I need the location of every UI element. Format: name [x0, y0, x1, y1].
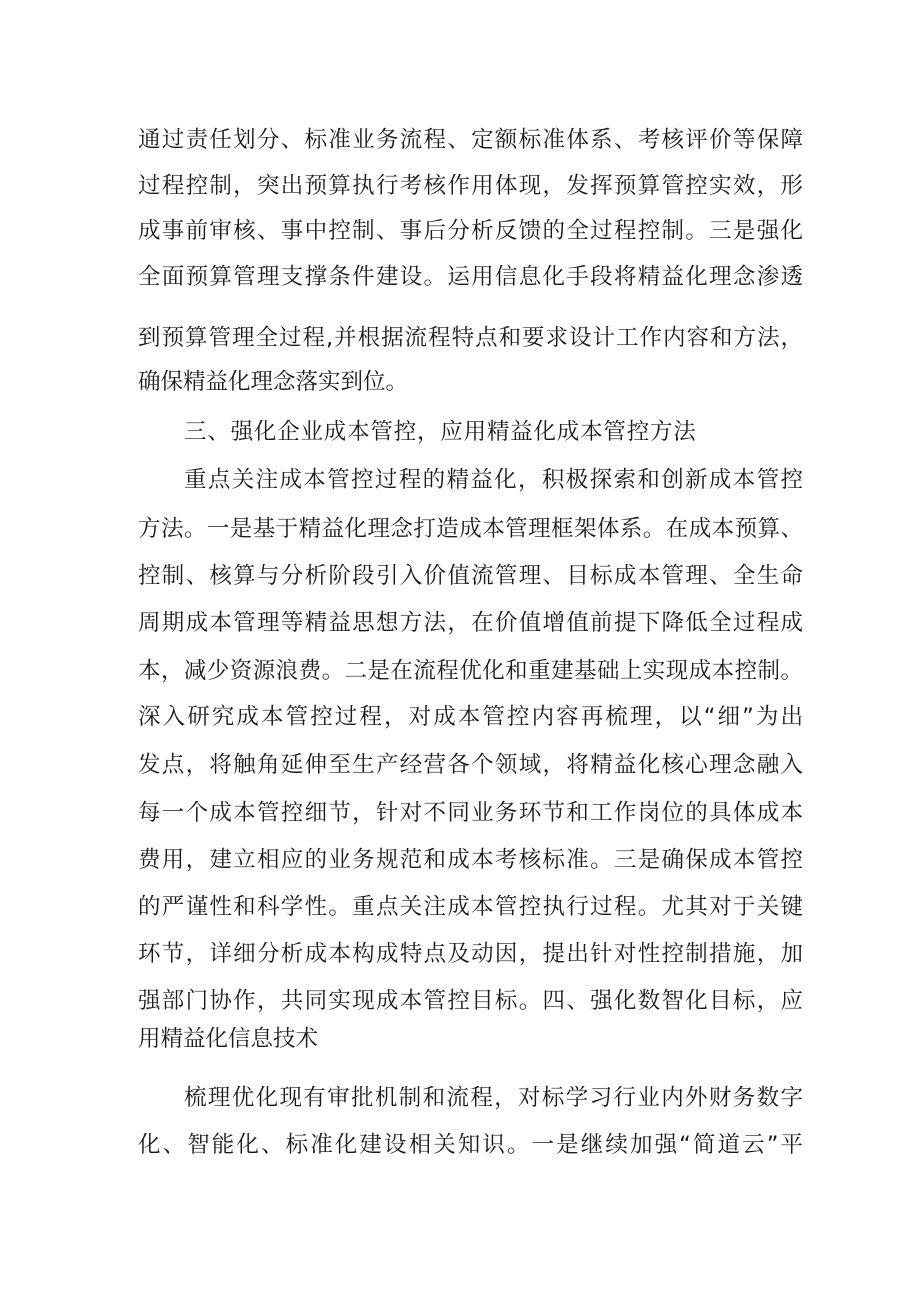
- paragraph-2-line-4: 周期成本管理等精益思想方法，在价值增值前提下降低全过程成: [138, 610, 803, 636]
- paragraph-2-line-9: 费用，建立相应的业务规范和成本考核标准。三是确保成本管控: [138, 847, 803, 873]
- paragraph-1-line-4: 全面预算管理支撑条件建设。运用信息化手段将精益化理念渗透: [138, 264, 803, 290]
- paragraph-3-line-1: 梳理优化现有审批机制和流程，对标学习行业内外财务数字: [184, 1085, 803, 1111]
- paragraph-2-line-6: 深入研究成本管控过程，对成本管控内容再梳理，以“细”为出: [138, 704, 803, 730]
- paragraph-1-line-1: 通过责任划分、标准业务流程、定额标准体系、考核评价等保障: [138, 127, 803, 153]
- paragraph-2-line-12: 强部门协作，共同实现成本管控目标。四、强化数智化目标，应: [138, 988, 803, 1014]
- paragraph-2-line-2: 方法。一是基于精益化理念打造成本管理框架体系。在成本预算、: [138, 516, 803, 542]
- paragraph-2-line-3: 控制、核算与分析阶段引入价值流管理、目标成本管理、全生命: [138, 563, 803, 589]
- paragraph-2-line-11: 环节，详细分析成本构成特点及动因，提出针对性控制措施，加: [138, 941, 803, 967]
- paragraph-1-line-5: 到预算管理全过程,并根据流程特点和要求设计工作内容和方法，: [138, 325, 803, 351]
- paragraph-2-line-1: 重点关注成本管控过程的精益化，积极探索和创新成本管控: [184, 467, 803, 493]
- paragraph-1-line-3: 成事前审核、事中控制、事后分析反馈的全过程控制。三是强化: [138, 218, 803, 244]
- paragraph-2-line-10: 的严谨性和科学性。重点关注成本管控执行过程。尤其对于关键: [138, 894, 803, 920]
- paragraph-1-line-6: 确保精益化理念落实到位。: [138, 369, 409, 395]
- paragraph-2-line-13: 用精益化信息技术: [138, 1026, 319, 1052]
- section-heading-3: 三、强化企业成本管控，应用精益化成本管控方法: [184, 419, 697, 445]
- paragraph-2-line-5: 本，减少资源浪费。二是在流程优化和重建基础上实现成本控制。: [138, 658, 803, 684]
- paragraph-2-line-7: 发点，将触角延伸至生产经营各个领域，将精益化核心理念融入: [138, 752, 803, 778]
- paragraph-1-line-2: 过程控制，突出预算执行考核作用体现，发挥预算管控实效，形: [138, 173, 803, 199]
- paragraph-3-line-2: 化、智能化、标准化建设相关知识。一是继续加强“简道云”平: [138, 1132, 803, 1158]
- paragraph-2-line-8: 每一个成本管控细节，针对不同业务环节和工作岗位的具体成本: [138, 800, 803, 826]
